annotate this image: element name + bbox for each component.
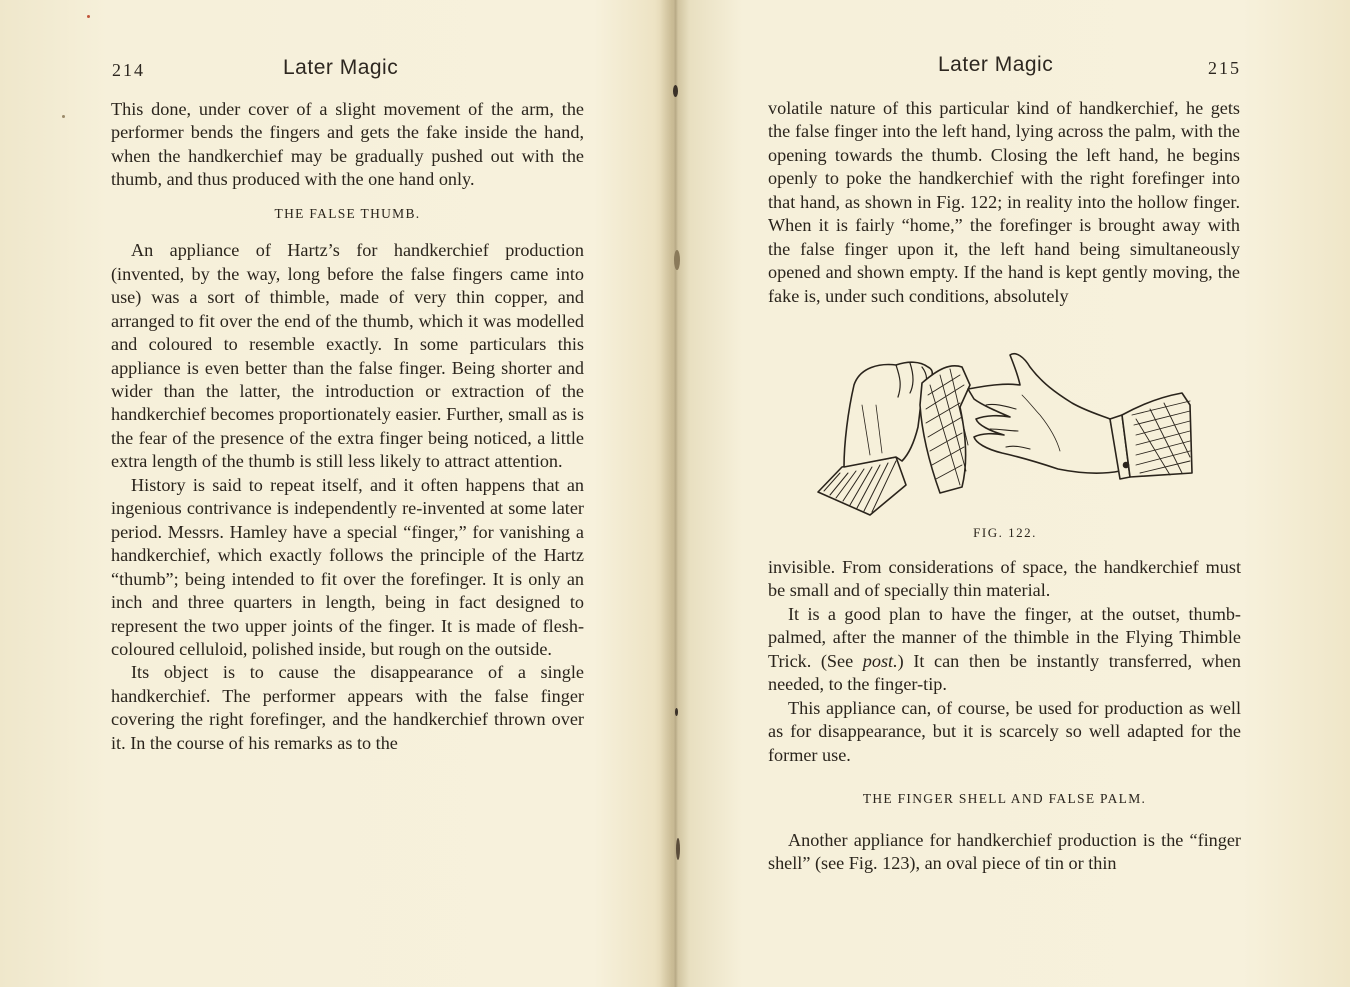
ink-mark — [674, 250, 680, 270]
figure-122 — [810, 345, 1200, 525]
paragraph: invisible. From considerations of space, the handkerchief must be small and of specially thin material. — [768, 557, 1241, 601]
left-text-block — [111, 98, 584, 755]
page-number: 214 — [112, 60, 145, 80]
figure-caption: FIG. 122. — [973, 525, 1037, 540]
right-page — [680, 0, 1350, 987]
section-heading: THE FINGER SHELL AND FALSE PALM. — [862, 791, 1147, 807]
emphasis: post. — [862, 650, 898, 671]
right-text-block-bottom — [768, 556, 1241, 875]
ink-mark — [673, 85, 678, 97]
paragraph: Another appliance for handkerchief production is the “finger shell” (see Fig. 123), an oval piece of tin or thin — [768, 829, 1241, 873]
paper-speck — [62, 115, 65, 118]
section-heading: THE FALSE THUMB. — [274, 205, 421, 221]
paragraph: volatile nature of this particular kind of handkerchief, he gets the false finger into the left hand, lying across the palm, with the opening towards the thumb. Closing the left hand, he begins openly to poke the handkerchief with the right forefinger into that hand, as shown in Fig. 122; in reality into the hollow finger. When it is fairly “home,” the forefinger is brought away with the false finger upon it, the left hand being simultaneously opened and shown empty. If the hand is kept gently moving, the fake is, under such conditions, absolutely — [768, 98, 1240, 306]
paragraph: This done, under cover of a slight movement of the arm, the performer bends the fingers and gets the fake inside the hand, when the handkerchief may be gradually pushed out with the thumb, and thus produced with the one hand only. — [111, 99, 584, 190]
ink-mark — [676, 838, 680, 860]
paragraph: An appliance of Hartz’s for handkerchief production (invented, by the way, long before the false fingers came into use) was a sort of thimble, made of very thin copper, and arranged to fit over the end of the thumb, which it was modelled and coloured to resemble exactly. In some particulars this appliance is even better than the false finger. Being shorter and wider than the latter, the introduction or extraction of the handkerchief becomes proportionately easier. Further, small as is the fear of the presence of the extra finger being noticed, a little extra length of the thumb is still less likely to attract attention. — [111, 240, 584, 472]
left-page — [0, 0, 670, 987]
running-head: Later Magic — [938, 53, 1054, 76]
paragraph: Its object is to cause the disappearance of a single handkerchief. The performer appears with the false finger covering the right forefinger, and the handkerchief thrown over it. In the course of his remarks as to the — [111, 662, 584, 753]
ink-mark — [675, 708, 678, 716]
paper-speck — [87, 15, 90, 18]
page-number: 215 — [1208, 58, 1241, 78]
paragraph: It is a good plan to have the finger, at the outset, thumb-palmed, after the manner of the thimble in the Flying Thimble Trick. (See post.) It can then be instantly transferred, when needed, to the finger-tip. — [768, 603, 1242, 695]
right-text-block-top — [768, 97, 1240, 308]
hands-illustration — [810, 345, 1200, 525]
paragraph: This appliance can, of course, be used for production as well as for disappearance, but it is scarcely so well adapted for the former use. — [768, 697, 1241, 765]
paragraph: History is said to repeat itself, and it often happens that an ingenious contrivance is independently re-invented at some later period. Messrs. Hamley have a special “finger,” for vanishing a handkerchief, which exactly follows the principle of the Hartz “thumb”; being intended to fit over the forefinger. It is only an inch and three quarters in length, being in fact designed to represent the two upper joints of the finger. It is made of flesh-coloured celluloid, polished inside, but rough on the outside. — [111, 474, 584, 659]
running-head: Later Magic — [283, 56, 399, 79]
